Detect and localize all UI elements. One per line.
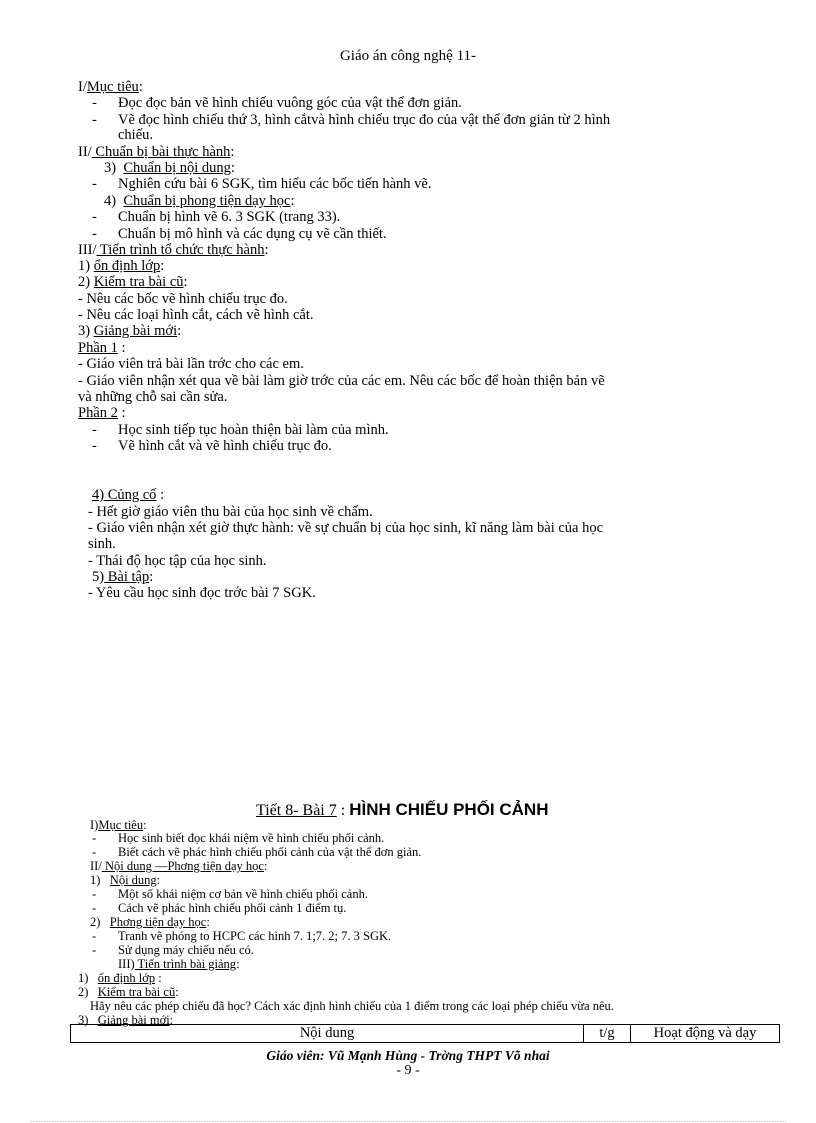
list-item-text: Đọc đọc bản vẽ hình chiếu vuông góc của vật thể đơn giản. [118,95,462,111]
subsection-heading [104,193,295,209]
list-item-text: Chuẩn bị mô hình và các dụng cụ vẽ cần thiết. [118,226,387,242]
section-number: II/ [78,144,92,160]
page-bottom-divider [30,1121,786,1122]
text-line: Hãy nêu các phép chiếu đã học? Cách xác định hình chiếu của 1 điểm trong các loại phép chiếu vừa nêu. [90,999,614,1013]
table-header-cell: t/g [584,1025,631,1043]
section-title: Mục tiêu [86,79,139,95]
text-line: - Yêu cầu học sinh đọc trớc bài 7 SGK. [88,585,316,601]
noi-dung-heading [90,859,267,873]
section-title: Chuẩn bị bài thực hành [91,144,231,160]
table-header-cell: Hoạt động và dạy [631,1025,780,1043]
step-heading [78,323,181,339]
step-number: 3) [78,323,91,339]
list-item-text: Biết cách vẽ phác hình chiếu phối cảnh của vật thể đơn giản. [118,845,422,859]
list-item: - Tranh vẽ phóng to HCPC các hình 7. 1;7. 2; 7. 3 SGK. [92,929,392,943]
subsection-title: Nội dung [109,873,157,887]
list-item-text: Học sinh biết đọc khái niệm về hình chiếu phối cảnh. [118,831,385,845]
colon: : [230,160,235,176]
subsection-number: 4) [104,193,117,209]
text-line: - Giáo viên trả bài lần trớc cho các em. [78,356,304,372]
muc-tieu-heading [90,818,147,832]
text-line: - Thái độ học tập của học sinh. [88,553,267,569]
step-number: 2) [78,274,91,290]
list-item: - Học sinh biết đọc khái niệm về hình chiếu phối cảnh. [92,831,385,845]
phan-title: Phần 2 [78,405,118,421]
step-heading [78,971,162,985]
colon: : [264,242,269,258]
section-number: III) [118,957,135,971]
list-item-text: Chuẩn bị hình vẽ 6. 3 SGK (trang 33). [118,209,341,225]
colon: : [155,971,162,985]
list-item-text: Sử dụng máy chiếu nếu có. [118,943,254,957]
colon: : [236,957,240,971]
table-header-cell: Nội dung [71,1025,584,1043]
colon: : [149,569,154,585]
text-line: - Nêu các bốc vẽ hình chiếu trục đo. [78,291,288,307]
section-title: Tiến trình bài giảng [134,957,237,971]
step-title: Bài tập [104,569,150,585]
list-item: - Đọc đọc bản vẽ hình chiếu vuông góc của vật thể đơn giản. [92,95,462,111]
step-title: Kiểm tra bài cũ [97,985,176,999]
colon: : [169,1013,174,1027]
text-line: và những chỗ sai cần sửa. [78,389,228,405]
phan1-heading [78,340,126,356]
text-line: - Giáo viên nhận xét giờ thực hành: về sự chuẩn bị của học sinh, kĩ năng làm bài của học [88,520,604,536]
footer-author: Giáo viên: Vũ Mạnh Hùng - Trờng THPT Võ nhai [266,1048,550,1063]
subsection-title: Phơng tiện dạy học [109,915,207,929]
step-title: Kiểm tra bài cũ [93,274,184,290]
step-title: Giảng bài mới [97,1013,170,1027]
list-item-text: Vẽ đọc hình chiếu thứ 3, hình cắtvà hình chiếu trục đo của vật thể đơn giản từ 2 hình [118,112,611,128]
list-item: - Sử dụng máy chiếu nếu có. [92,943,254,957]
tien-trinh-heading [78,242,269,258]
list-item: - Một số khái niệm cơ bản về hình chiếu phối cảnh. [92,887,368,901]
list-item: - Chuẩn bị mô hình và các dụng cụ vẽ cần thiết. [92,226,387,242]
list-item: - Học sinh tiếp tục hoàn thiện bài làm của mình. [92,422,389,438]
step-number: 1) [78,258,91,274]
list-item: - Cách vẽ phác hình chiếu phối cảnh 1 điểm tụ. [92,901,347,915]
subsection-number: 3) [104,160,117,176]
list-item-text: Một số khái niệm cơ bản về hình chiếu phối cảnh. [118,887,368,901]
step-number: 5) [92,569,105,585]
subsection-title: Chuẩn bị nội dung [123,160,231,176]
lesson-heading [256,800,549,820]
colon: : [117,340,126,356]
text-line: - Nêu các loại hình cắt, cách vẽ hình cắt. [78,307,314,323]
list-item: - Biết cách vẽ phác hình chiếu phối cảnh của vật thể đơn giản. [92,845,422,859]
list-item-continuation: chiếu. [118,127,154,143]
step-title: ổn định lớp [93,258,161,274]
section-number: II/ [90,859,102,873]
subsection-heading [104,160,235,176]
step-number: 2) [78,985,89,999]
subsection-heading [90,873,160,887]
list-item-text: Học sinh tiếp tục hoàn thiện bài làm của mình. [118,422,389,438]
page-header: Giáo án công nghệ 11- [339,48,477,64]
section-title: Nội dung —Phơng tiện dạy học [101,859,264,873]
list-item: - Chuẩn bị hình vẽ 6. 3 SGK (trang 33). [92,209,341,225]
colon: : [138,79,143,95]
cung-co-heading [92,487,164,503]
colon: : [117,405,126,421]
colon: : [206,915,210,929]
list-item-text: Vẽ hình cắt và vẽ hình chiếu trục đo. [118,438,332,454]
text-line: sinh. [88,536,116,552]
text-line: - Hết giờ giáo viên thu bài của học sinh về chấm. [88,504,373,520]
colon: : [290,193,295,209]
section-title: Mục tiêu [98,818,144,832]
lesson-number: Tiết 8- Bài 7 [256,802,337,819]
colon: : [175,985,179,999]
table-header-row [71,1025,780,1043]
list-item-text: Cách vẽ phác hình chiếu phối cảnh 1 điểm tụ. [118,901,347,915]
lesson-table [70,1024,780,1043]
section-title: Tiến trình tổ chức thực hành [96,242,265,258]
list-item: - Vẽ hình cắt và vẽ hình chiếu trục đo. [92,438,332,454]
colon: : [156,873,161,887]
text-line: - Giáo viên nhận xét qua về bài làm giờ trớc của các em. Nêu các bốc để hoàn thiện bản vẽ [78,373,605,389]
colon: : [160,258,165,274]
chuan-bi-heading [78,144,234,160]
list-item: - Nghiên cứu bài 6 SGK, tìm hiểu các bốc tiến hành vẽ. [92,176,432,192]
muc-tieu-heading [78,79,143,95]
colon: : [143,818,147,832]
lesson-title: HÌNH CHIẾU PHỐI CẢNH [349,800,549,819]
step-heading [78,985,179,999]
phan-title: Phần 1 [78,340,118,356]
colon: : [183,274,188,290]
step-title: ổn định lớp [97,971,156,985]
colon: : [156,487,165,503]
step-heading [78,258,164,274]
colon: : [177,323,182,339]
colon: : [263,859,268,873]
section-number: I/ [78,79,87,95]
list-item: - Vẽ đọc hình chiếu thứ 3, hình cắtvà hình chiếu trục đo của vật thể đơn giản từ 2 hình [92,112,611,128]
section-number: I) [90,818,99,832]
step-number: 1) [78,971,89,985]
step-heading [78,274,188,290]
tien-trinh-heading [118,957,240,971]
bai-tap-heading [92,569,153,585]
list-item-text: Tranh vẽ phóng to HCPC các hình 7. 1;7. 2; 7. 3 SGK. [118,929,392,943]
colon: : [230,144,235,160]
list-item-text: Nghiên cứu bài 6 SGK, tìm hiểu các bốc tiến hành vẽ. [118,176,432,192]
step-number: 3) [78,1013,89,1027]
subsection-title: Chuẩn bị phong tiện dạy học [123,193,291,209]
page-number: - 9 - [396,1063,420,1078]
section-number: III/ [78,242,97,258]
subsection-number: 2) [90,915,101,929]
subsection-number: 1) [90,873,101,887]
subsection-heading [90,915,210,929]
phan2-heading [78,405,126,421]
colon: : [336,802,350,819]
step-title: Giảng bài mới [93,323,178,339]
step-title: 4) Củng cố [92,487,157,503]
